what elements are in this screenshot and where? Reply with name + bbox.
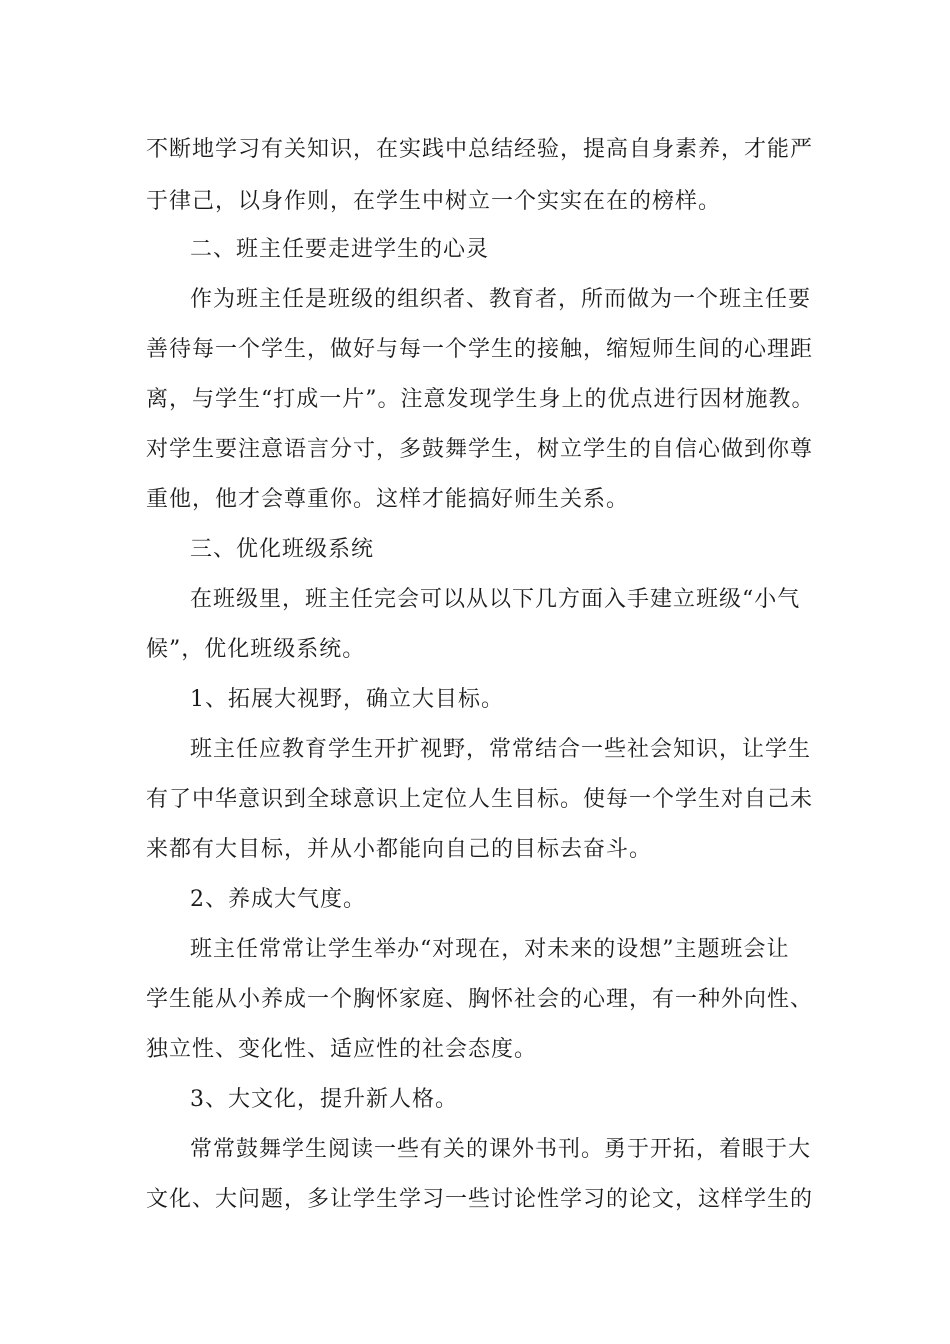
text-line: 不断地学习有关知识，在实践中总结经验，提高自身素养，才能严 <box>146 137 814 162</box>
text-line: 候”，优化班级系统。 <box>146 637 366 662</box>
section-heading: 三、优化班级系统 <box>190 537 375 562</box>
text-line: 重他，他才会尊重你。这样才能搞好师生关系。 <box>146 487 630 512</box>
section-heading: 二、班主任要走进学生的心灵 <box>190 237 490 262</box>
text-line: 独立性、变化性、适应性的社会态度。 <box>146 1037 538 1062</box>
subsection-heading: 2、养成大气度。 <box>190 887 366 912</box>
text-line: 有了中华意识到全球意识上定位人生目标。使每一个学生对自己未 <box>146 787 814 812</box>
text-line: 作为班主任是班级的组织者、教育者，所而做为一个班主任要 <box>190 287 812 312</box>
text-line: 善待每一个学生，做好与每一个学生的接触，缩短师生间的心理距 <box>146 337 814 362</box>
subsection-heading: 1、拓展大视野，确立大目标。 <box>190 687 504 712</box>
subsection-heading: 3、大文化，提升新人格。 <box>190 1087 458 1112</box>
text-line: 于律己，以身作则，在学生中树立一个实实在在的榜样。 <box>146 189 722 214</box>
text-line: 在班级里，班主任完会可以从以下几方面入手建立班级“小气 <box>190 587 801 612</box>
text-line: 对学生要注意语言分寸，多鼓舞学生，树立学生的自信心做到你尊 <box>146 437 814 462</box>
text-line: 班主任常常让学生举办“对现在，对未来的设想”主题班会让 <box>190 937 790 962</box>
text-line: 来都有大目标，并从小都能向自己的目标去奋斗。 <box>146 837 653 862</box>
text-line: 文化、大问题，多让学生学习一些讨论性学习的论文，这样学生的 <box>146 1187 814 1212</box>
text-line: 学生能从小养成一个胸怀家庭、胸怀社会的心理，有一种外向性、 <box>146 987 814 1012</box>
text-line: 离，与学生“打成一片”。注意发现学生身上的优点进行因材施教。 <box>146 387 815 412</box>
text-line: 班主任应教育学生开扩视野，常常结合一些社会知识，让学生 <box>190 737 812 762</box>
text-line: 常常鼓舞学生阅读一些有关的课外书刊。勇于开拓，着眼于大 <box>190 1137 812 1162</box>
